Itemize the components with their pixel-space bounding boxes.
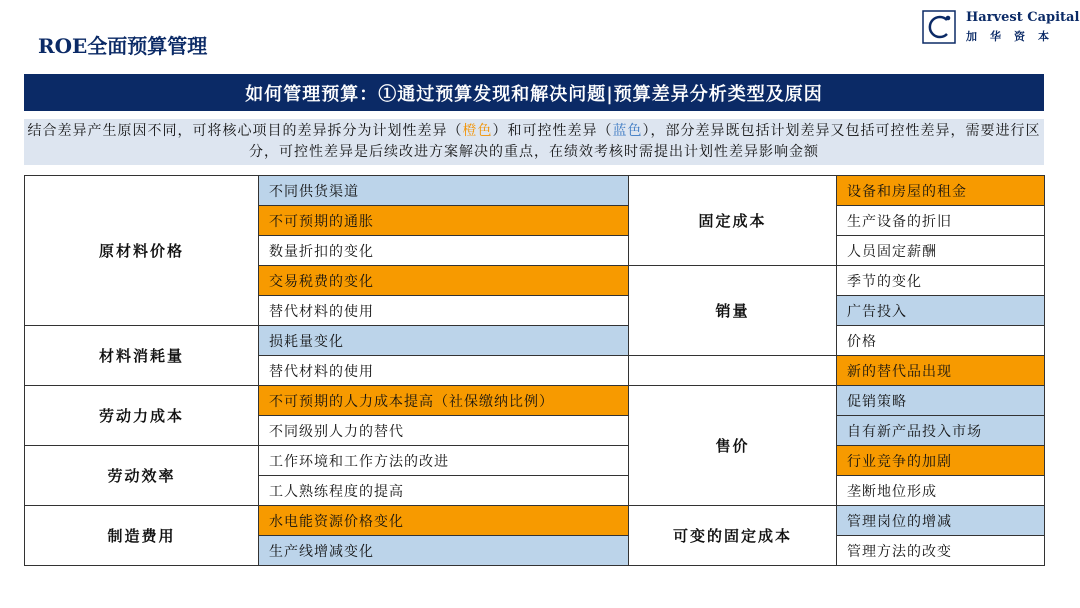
- right-item: 垄断地位形成: [837, 476, 1045, 506]
- logo-text-cn: 加华资本: [966, 30, 1062, 43]
- summary-part-2: ）和可控性差异（: [492, 123, 613, 139]
- left-item: 替代材料的使用: [259, 356, 629, 386]
- left-item: 交易税费的变化: [259, 266, 629, 296]
- page-title: ROE全面预算管理: [38, 34, 208, 58]
- left-item: 不可预期的人力成本提高（社保缴纳比例）: [259, 386, 629, 416]
- summary-part-1: 结合差异产生原因不同，可将核心项目的差异拆分为计划性差异（: [27, 123, 463, 139]
- company-logo: [922, 10, 1080, 44]
- right-item: 管理方法的改变: [837, 536, 1045, 566]
- right-item: 生产设备的折旧: [837, 206, 1045, 236]
- category-variable-fixed-cost: 可变的固定成本: [629, 506, 837, 566]
- left-item: 不同级别人力的替代: [259, 416, 629, 446]
- right-item: 价格: [837, 326, 1045, 356]
- left-item: 工人熟练程度的提高: [259, 476, 629, 506]
- left-item: 替代材料的使用: [259, 296, 629, 326]
- category-raw-material-price: 原材料价格: [25, 176, 259, 326]
- right-item: 自有新产品投入市场: [837, 416, 1045, 446]
- summary-blue-word: 蓝色: [612, 123, 643, 139]
- right-item: 新的替代品出现: [837, 356, 1045, 386]
- summary-text: [24, 119, 1044, 165]
- left-item: 生产线增减变化: [259, 536, 629, 566]
- right-item: 促销策略: [837, 386, 1045, 416]
- left-item: 损耗量变化: [259, 326, 629, 356]
- right-item: 行业竞争的加剧: [837, 446, 1045, 476]
- right-item: 季节的变化: [837, 266, 1045, 296]
- right-item: 管理岗位的增减: [837, 506, 1045, 536]
- section-banner: 如何管理预算：①通过预算发现和解决问题|预算差异分析类型及原因: [24, 74, 1044, 111]
- category-labor-efficiency: 劳动效率: [25, 446, 259, 506]
- summary-part-3: ），部分差异既包括计划差异又包括可控性差异，需要进行区分，可控性差异是后续改进方案解决的重点，在绩效考核时需提出计划性差异影响金额: [249, 123, 1041, 160]
- category-sales-volume: 销量: [629, 266, 837, 356]
- left-item: 不可预期的通胀: [259, 206, 629, 236]
- left-item: 水电能资源价格变化: [259, 506, 629, 536]
- category-manufacturing-cost: 制造费用: [25, 506, 259, 566]
- category-price: 售价: [629, 386, 837, 506]
- right-item: 设备和房屋的租金: [837, 176, 1045, 206]
- left-item: 不同供货渠道: [259, 176, 629, 206]
- right-item: 人员固定薪酬: [837, 236, 1045, 266]
- category-fixed-cost: 固定成本: [629, 176, 837, 266]
- empty-category-cell: [629, 356, 837, 386]
- right-item: 广告投入: [837, 296, 1045, 326]
- left-item: 工作环境和工作方法的改进: [259, 446, 629, 476]
- harvest-capital-logo-icon: [922, 10, 956, 44]
- logo-text-en: Harvest Capital: [966, 10, 1080, 25]
- category-material-consumption: 材料消耗量: [25, 326, 259, 386]
- category-labor-cost: 劳动力成本: [25, 386, 259, 446]
- summary-orange-word: 橙色: [462, 123, 493, 139]
- left-item: 数量折扣的变化: [259, 236, 629, 266]
- variance-table: [24, 175, 1045, 566]
